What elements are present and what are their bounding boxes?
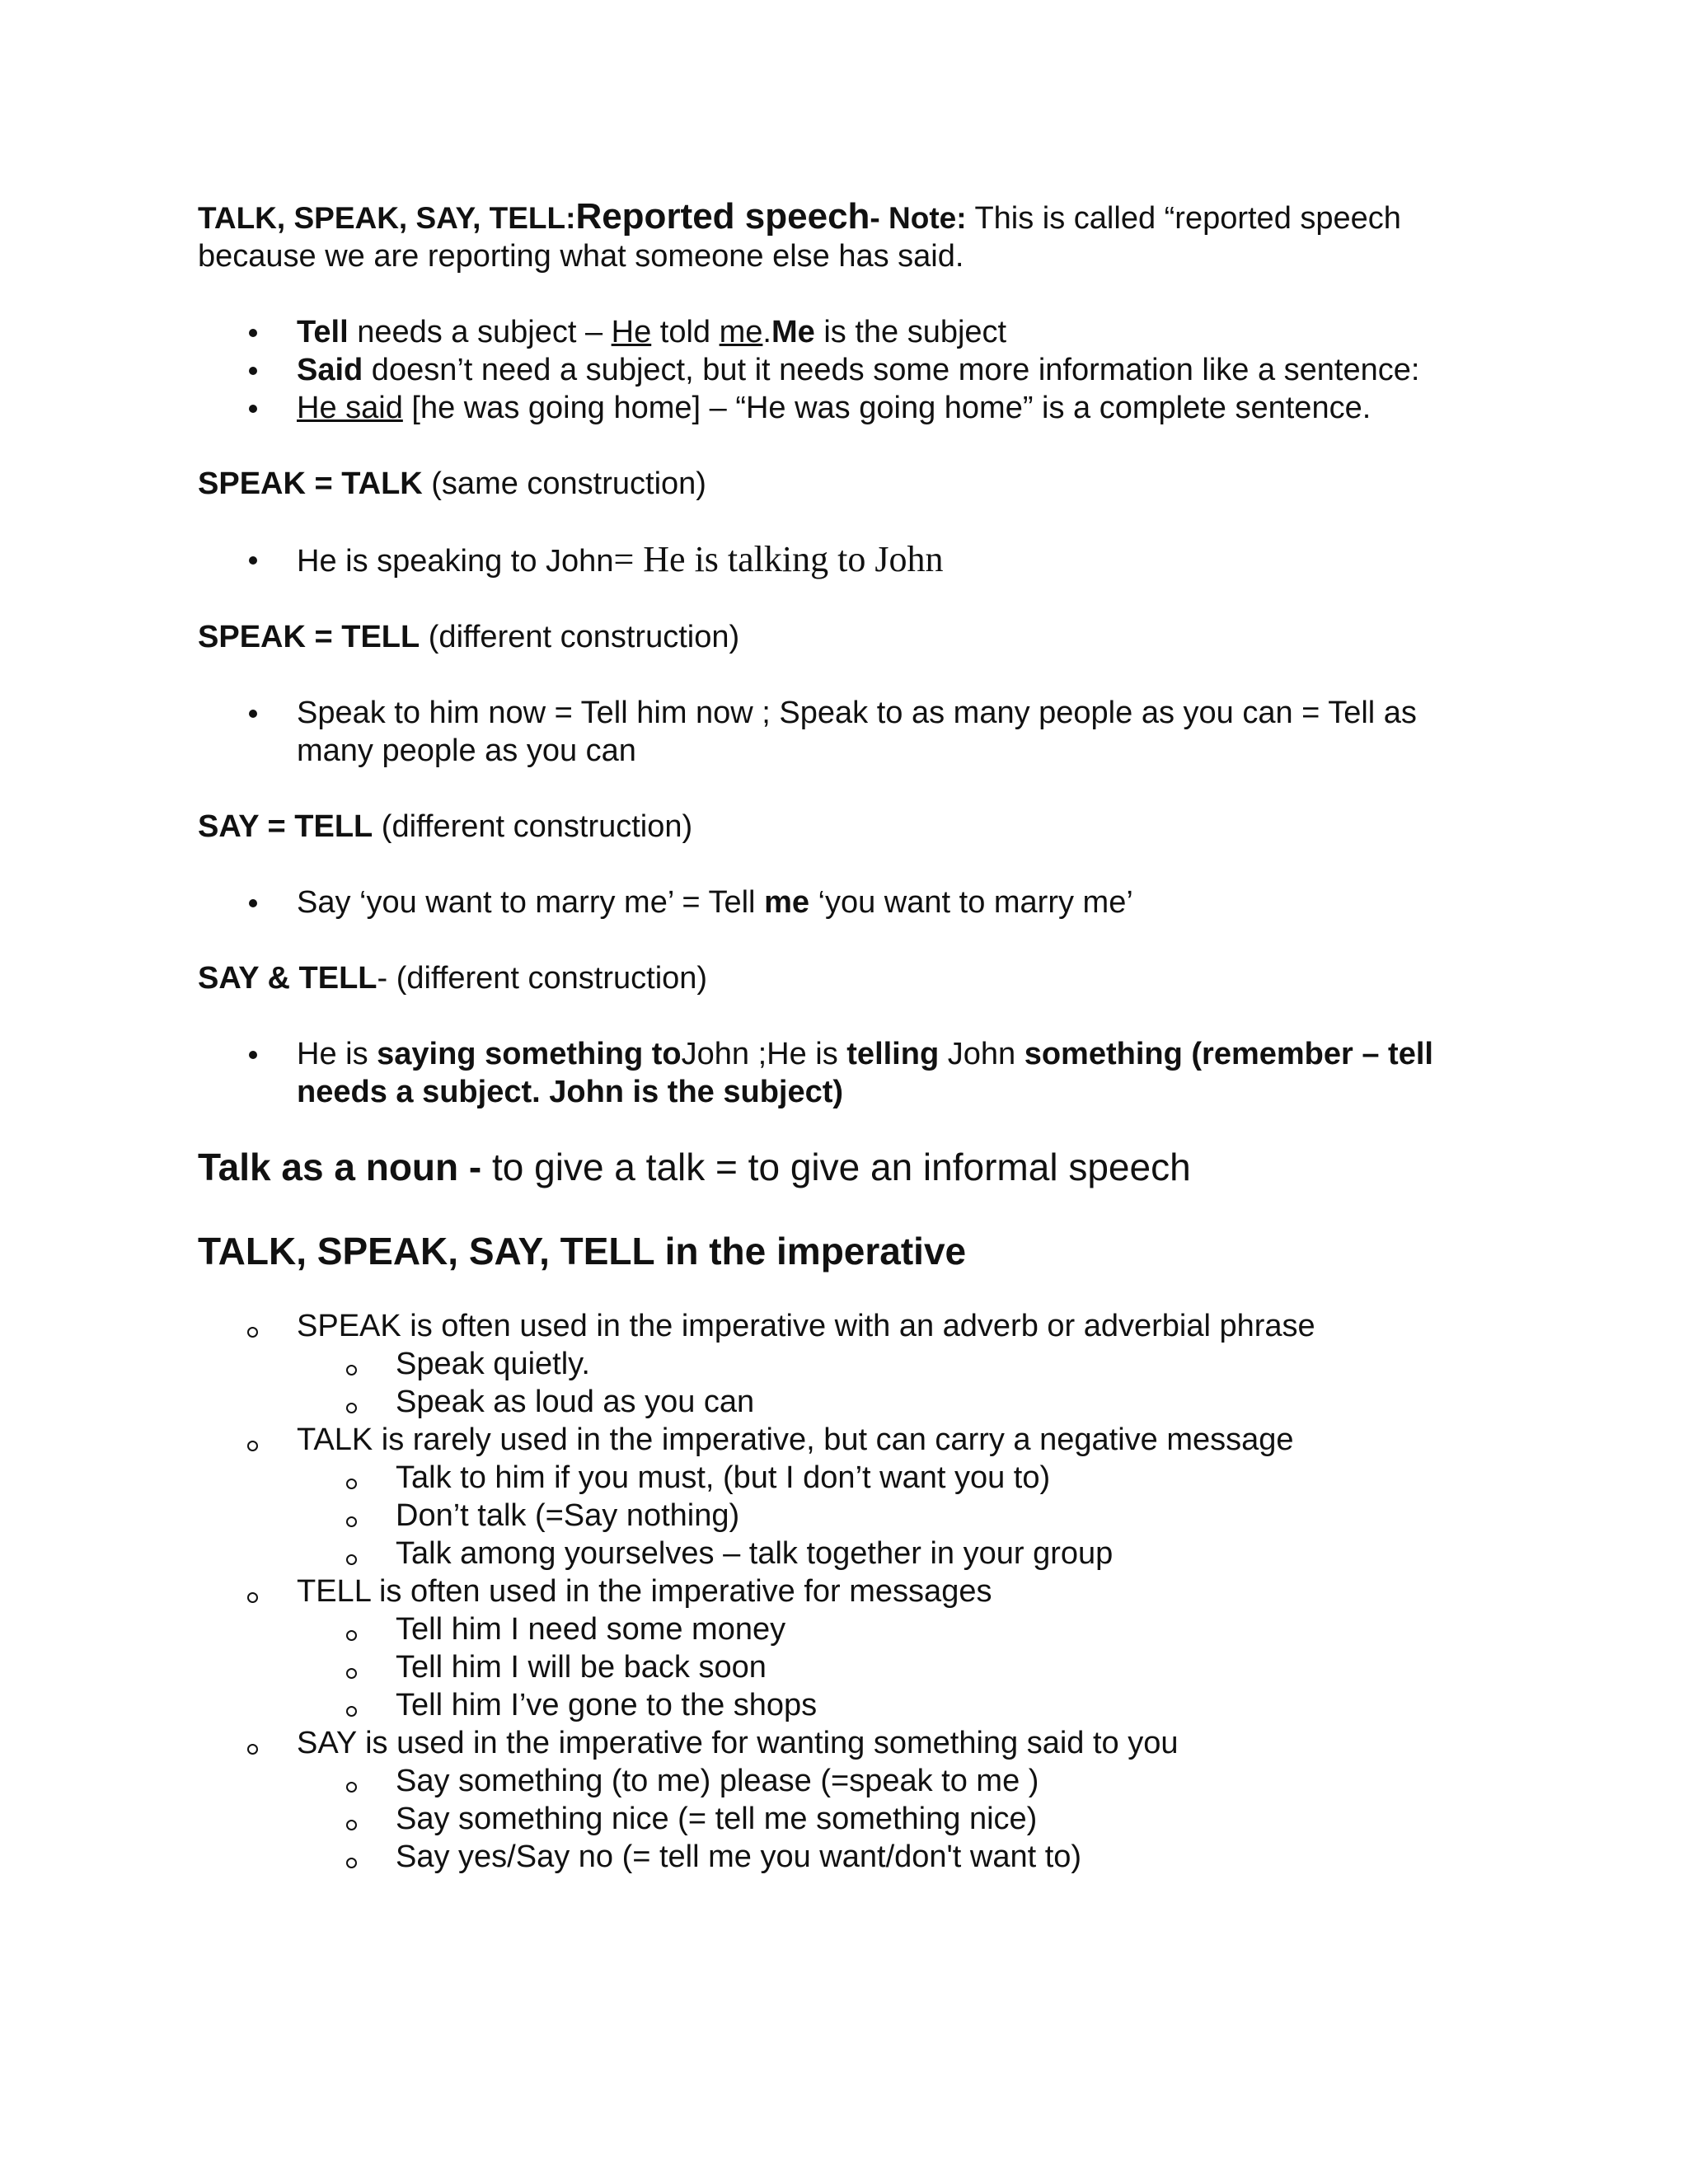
list-item [198,883,1484,921]
list-item [198,313,1484,351]
circle-bullet-icon [346,1516,357,1527]
bullet-icon [249,329,257,337]
list-item [198,1459,1484,1497]
imperative-sub-item: Speak as loud as you can [396,1385,755,1419]
list-item [198,1035,1484,1111]
imperative-item-label: TALK is rarely used in the imperative, but can carry a negative message [297,1422,1294,1457]
bullet-text-bold: saying something to [377,1037,682,1071]
intro-title: TALK, SPEAK, SAY, TELL: [198,201,576,235]
circle-bullet-icon [346,1365,357,1376]
bullet-text-underline: He [611,315,652,349]
list-item [198,1572,1484,1610]
bullet-icon [249,556,257,565]
bullet-list [198,1035,1484,1111]
bullet-text: Say ‘you want to marry me’ = Tell [297,885,765,920]
list-item [198,1610,1484,1648]
bullet-text-bold: Me [771,315,815,349]
imperative-item-label: TELL is often used in the imperative for messages [297,1574,992,1609]
bullet-text: He is [297,1037,377,1071]
intro-reported-speech: Reported speech [575,196,870,237]
circle-bullet-icon [346,1820,357,1830]
bullet-icon [249,405,257,413]
bullet-text: John [939,1037,1025,1071]
imperative-sub-item: Talk to him if you must, (but I don’t want you to) [396,1460,1051,1495]
list-item [198,1307,1484,1345]
circle-bullet-icon [346,1668,357,1679]
bullet-text-bold: Tell [297,315,349,349]
intro-note-text: This is called “reported speech because we are reporting what someone else has said. [198,201,1401,274]
section-speak-tell [198,618,1484,770]
bullet-text: [he was going home] – “He was going home” is a complete sentence. [402,391,1372,425]
list-item [198,1648,1484,1686]
bullet-icon [249,367,257,375]
bullet-list [198,694,1484,770]
section-say-tell [198,808,1484,921]
imperative-sub-item: Say something (to me) please (=speak to me ) [396,1764,1039,1798]
imperative-list [198,1307,1484,1876]
list-item [198,1724,1484,1762]
list-item [198,541,1484,580]
list-item [198,1535,1484,1572]
intro-bullet-list [198,313,1484,427]
circle-bullet-icon [346,1782,357,1793]
section-heading-bold: SAY & TELL [198,961,377,996]
bullet-text-bold: something (remember – tell needs a subject. John is the subject) [297,1037,1433,1109]
circle-bullet-icon [346,1479,357,1489]
imperative-item-label: SPEAK is often used in the imperative with an adverb or adverbial phrase [297,1309,1315,1343]
circle-bullet-icon [346,1554,357,1565]
imperative-sub-item: Tell him I’ve gone to the shops [396,1688,818,1722]
bullet-list [198,883,1484,921]
list-item [198,1838,1484,1876]
imperative-sub-item: Say yes/Say no (= tell me you want/don't want to) [396,1840,1082,1874]
talk-as-noun-rest: to give a talk = to give an informal speech [481,1146,1191,1188]
bullet-text: He is speaking to John [297,544,614,579]
list-item [198,1800,1484,1838]
list-item [198,1497,1484,1535]
section-heading-rest: - (different construction) [377,961,708,996]
bullet-text: ‘you want to marry me’ [809,885,1133,920]
imperative-sub-item: Don’t talk (=Say nothing) [396,1498,740,1533]
list-item [198,351,1484,389]
list-item [198,1421,1484,1459]
section-heading [198,808,1484,846]
circle-bullet-icon [247,1592,258,1603]
section-say-and-tell [198,959,1484,1111]
section-heading-bold: SPEAK = TALK [198,466,423,501]
document-page [198,198,1484,1876]
section-heading-rest: (same construction) [422,466,706,501]
bullet-icon [249,710,257,718]
imperative-sub-item: Tell him I will be back soon [396,1650,767,1685]
circle-bullet-icon [346,1403,357,1413]
circle-bullet-icon [247,1327,258,1338]
bullet-text-underline: He said [297,391,403,425]
bullet-text: Speak to him now = Tell him now ; Speak to as many people as you can = Tell as many people as you can [297,696,1417,768]
circle-bullet-icon [247,1744,258,1755]
bullet-text: is the subject [814,315,1007,349]
circle-bullet-icon [346,1630,357,1641]
bullet-text: told [651,315,720,349]
imperative-sub-item: Speak quietly. [396,1347,590,1381]
talk-as-noun-bold: Talk as a noun - [198,1146,482,1188]
imperative-sub-item: Say something nice (= tell me something nice) [396,1802,1038,1836]
list-item [198,1345,1484,1383]
talk-as-noun [198,1144,1484,1190]
bullet-list [198,541,1484,580]
circle-bullet-icon [346,1706,357,1717]
section-heading [198,959,1484,997]
section-heading-rest: (different construction) [420,620,740,654]
section-heading-bold: SPEAK = TELL [198,620,420,654]
bullet-text-bold: telling [846,1037,940,1071]
bullet-text-serif: = He is talking to John [613,539,944,579]
list-item [198,1762,1484,1800]
bullet-text-bold: Said [297,353,363,387]
bullet-icon [249,899,257,907]
list-item [198,389,1484,427]
imperative-item-label: SAY is used in the imperative for wanting something said to you [297,1726,1179,1760]
bullet-text: John ;He is [681,1037,847,1071]
section-heading [198,618,1484,656]
list-item [198,1383,1484,1421]
bullet-icon [249,1051,257,1059]
intro-dash: - [870,201,889,235]
bullet-text: doesn’t need a subject, but it needs some more information like a sentence: [363,353,1420,387]
list-item [198,1686,1484,1724]
section-heading-rest: (different construction) [373,809,693,844]
section-speak-talk [198,465,1484,580]
intro-paragraph [198,198,1484,275]
circle-bullet-icon [247,1441,258,1451]
bullet-text: needs a subject – [348,315,612,349]
bullet-text: . [762,315,771,349]
imperative-sub-item: Tell him I need some money [396,1612,786,1647]
intro-note-label: Note: [889,201,967,235]
bullet-text-bold: me [764,885,809,920]
imperative-heading: TALK, SPEAK, SAY, TELL in the imperative [198,1230,967,1272]
bullet-text-underline: me [719,315,763,349]
section-heading-bold: SAY = TELL [198,809,373,844]
section-heading [198,465,1484,503]
imperative-sub-item: Talk among yourselves – talk together in your group [396,1536,1114,1571]
circle-bullet-icon [346,1858,357,1868]
list-item [198,694,1484,770]
